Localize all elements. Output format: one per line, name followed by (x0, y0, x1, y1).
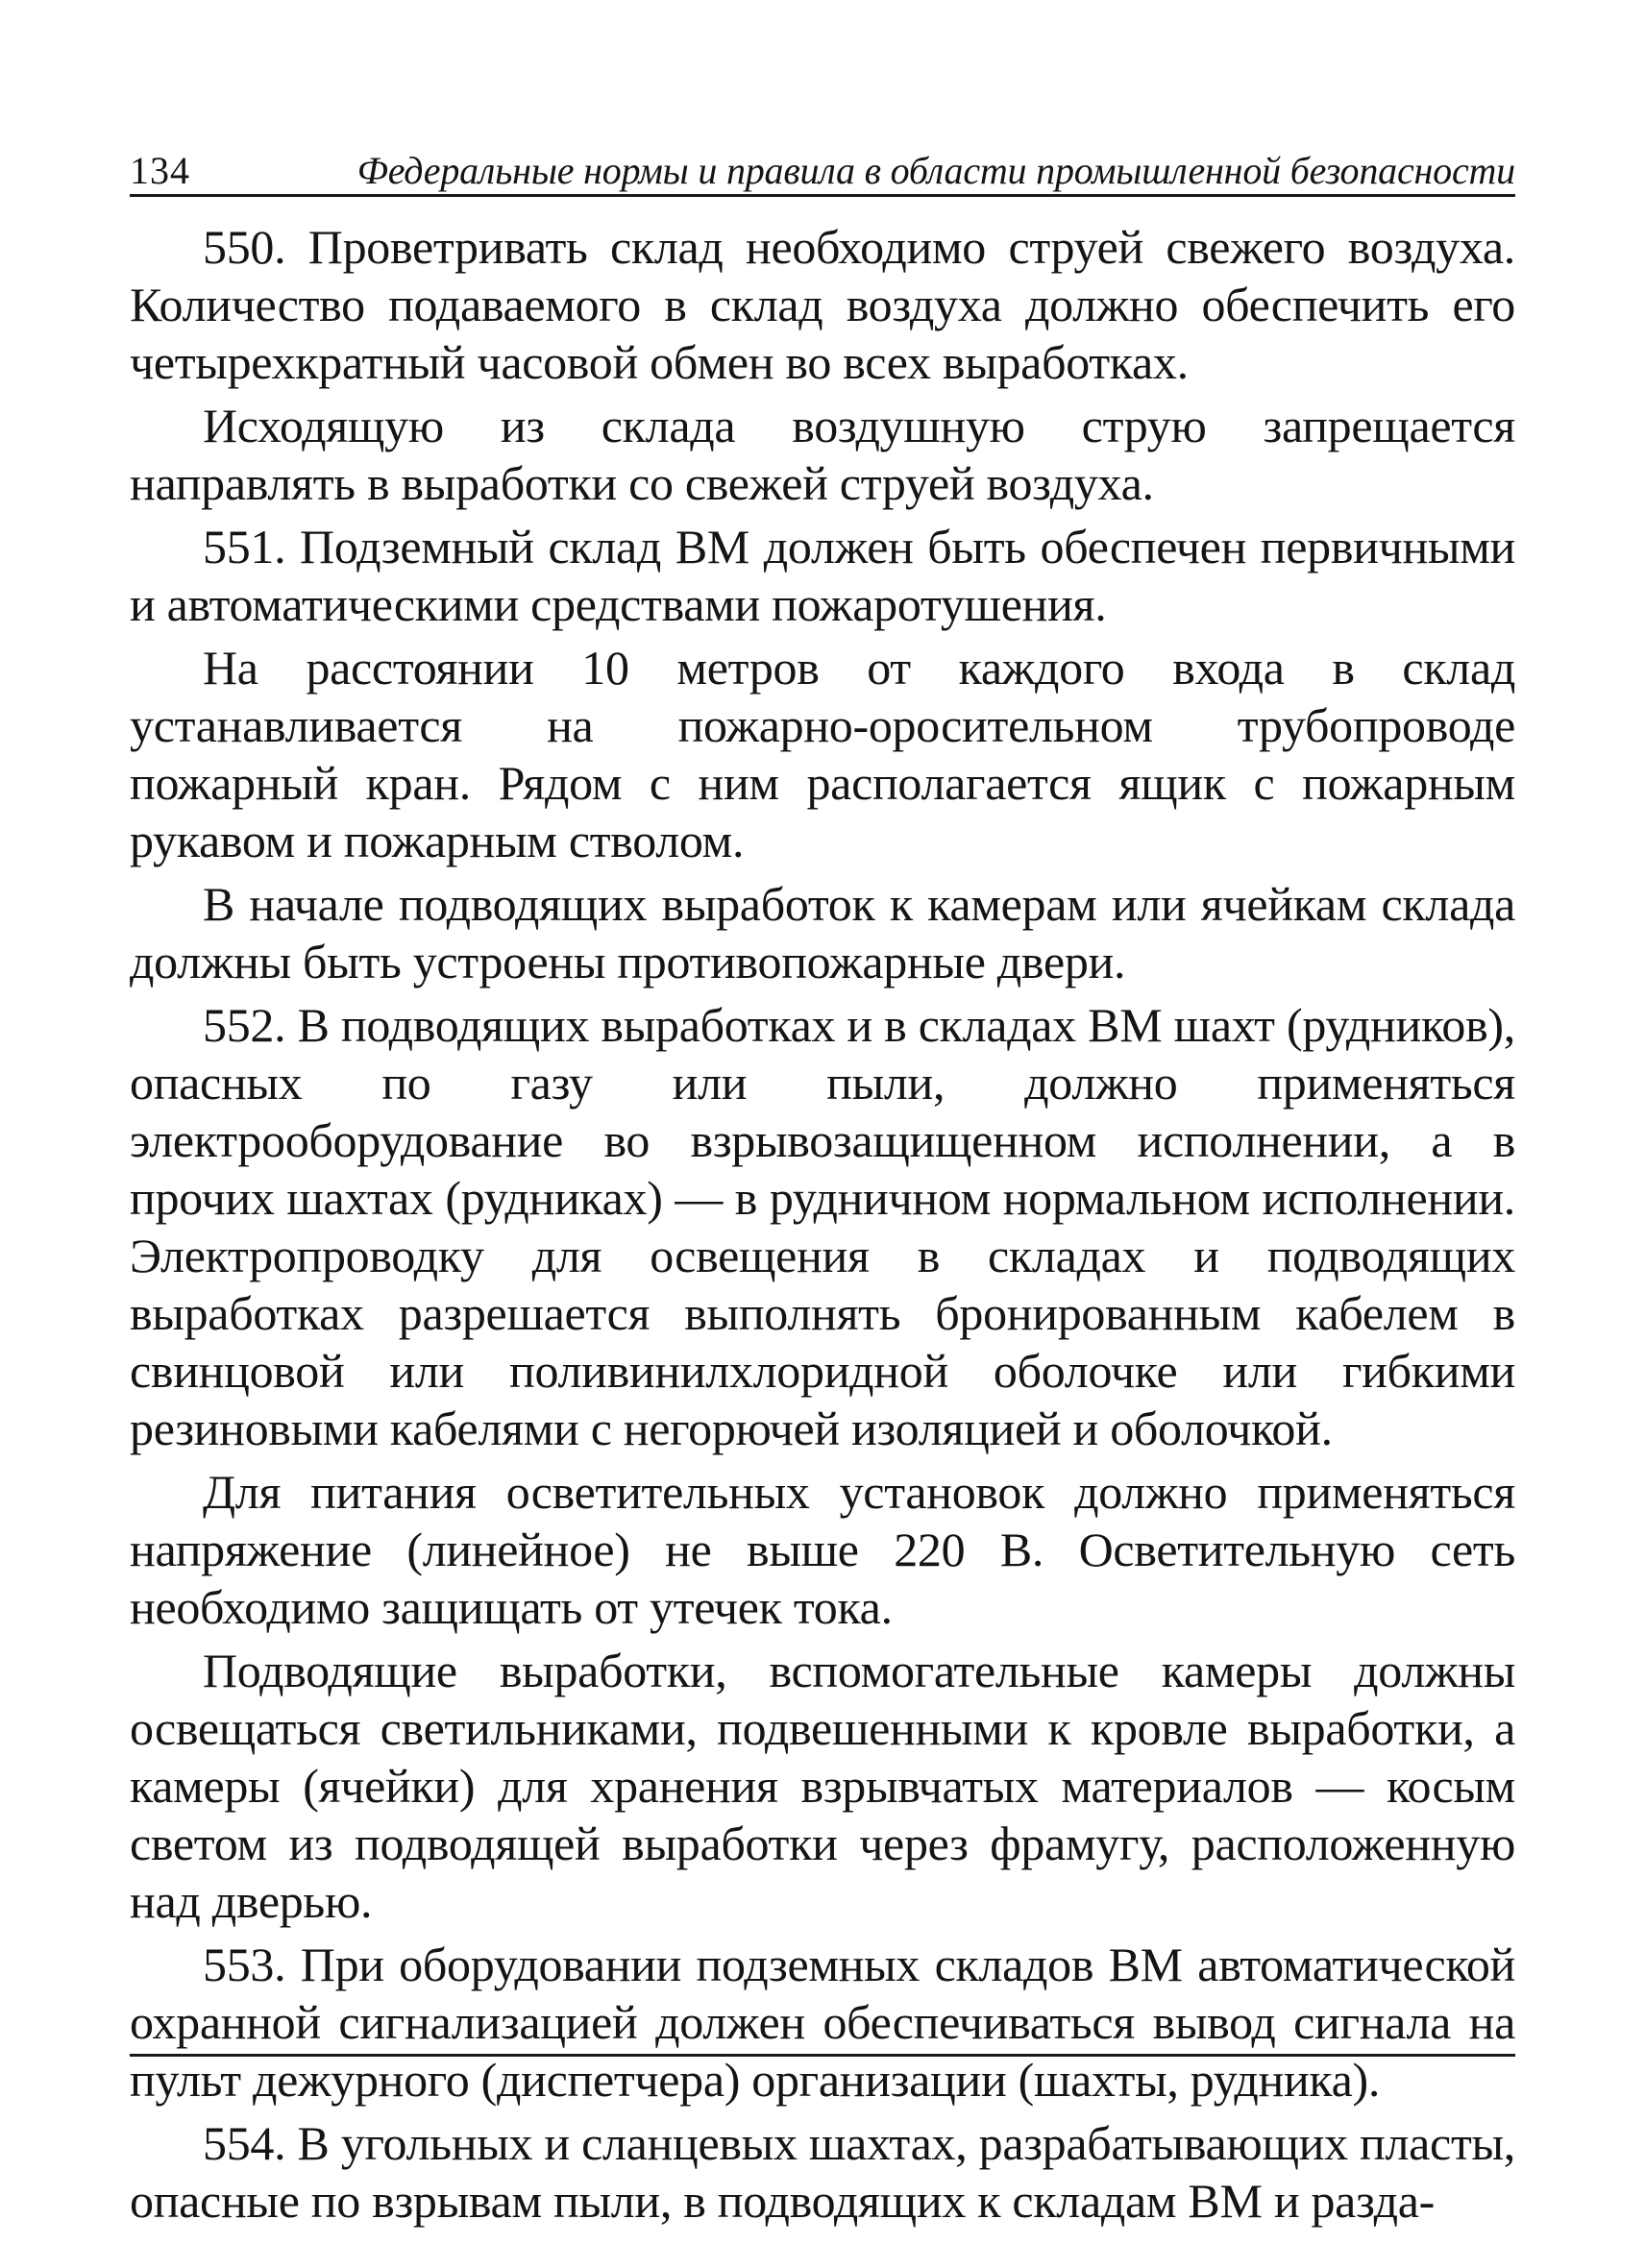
running-title: Федеральные нормы и правила в области промышленной безопасности (356, 149, 1515, 192)
paragraph-553: 553. При оборудовании подземных складов ВМ автоматической охранной сигнализацией должен обеспечиваться вывод сигнала на пульт дежурного (диспетчера) организации (шахты, рудника). (130, 1938, 1515, 2107)
document-page (130, 144, 1515, 2230)
body-text (130, 218, 1515, 2230)
running-header (130, 144, 1515, 197)
paragraph-550: 550. Проветривать склад необходимо струей свежего воздуха. Количество подаваемого в склад воздуха должно обеспечить его четырехкратный часовой обмен во всех выработках. (130, 220, 1515, 389)
bottom-rule (130, 2054, 1515, 2057)
paragraph-554: 554. В угольных и сланцевых шахтах, разрабатывающих пласты, опасные по взрывам пыли, в подводящих к складам ВМ и разда- (130, 2116, 1515, 2228)
paragraph-550-exhaust: Исходящую из склада воздушную струю запрещается направлять в выработки со свежей струей воздуха. (130, 399, 1515, 510)
paragraph-551: 551. Подземный склад ВМ должен быть обеспечен первичными и автоматическими средствами пожаротушения. (130, 520, 1515, 631)
paragraph-552: 552. В подводящих выработках и в складах ВМ шахт (рудников), опасных по газу или пыли, должно применяться электрооборудование во взрывозащищенном исполнении, а в прочих шахтах (рудниках) — в рудничном нормальном исполнении. Электропроводку для освещения в складах и подводящих выработках разрешается выполнять бронированным кабелем в свинцовой или поливинилхлоридной оболочке или гибкими резиновыми кабелями с негорючей изоляцией и оболочкой. (130, 998, 1515, 1455)
page-number: 134 (130, 149, 190, 192)
paragraph-552-lighting: Подводящие выработки, вспомогательные камеры должны освещаться светильниками, подвешенными к кровле выработки, а камеры (ячейки) для хранения взрывчатых материалов — косым светом из подводящей выработки через фрамугу, расположенную над дверью. (130, 1644, 1515, 1928)
paragraph-551-fire-crane: На расстоянии 10 метров от каждого входа в склад устанавливается на пожарно-оросительном трубопроводе пожарный кран. Рядом с ним располагается ящик с пожарным рукавом и пожарным стволом. (130, 641, 1515, 867)
paragraph-552-voltage: Для питания осветительных установок должно применяться напряжение (линейное) не выше 220 В. Осветительную сеть необходимо защищать от утечек тока. (130, 1465, 1515, 1634)
paragraph-551-fire-doors: В начале подводящих выработок к камерам или ячейкам склада должны быть устроены противопожарные двери. (130, 877, 1515, 988)
